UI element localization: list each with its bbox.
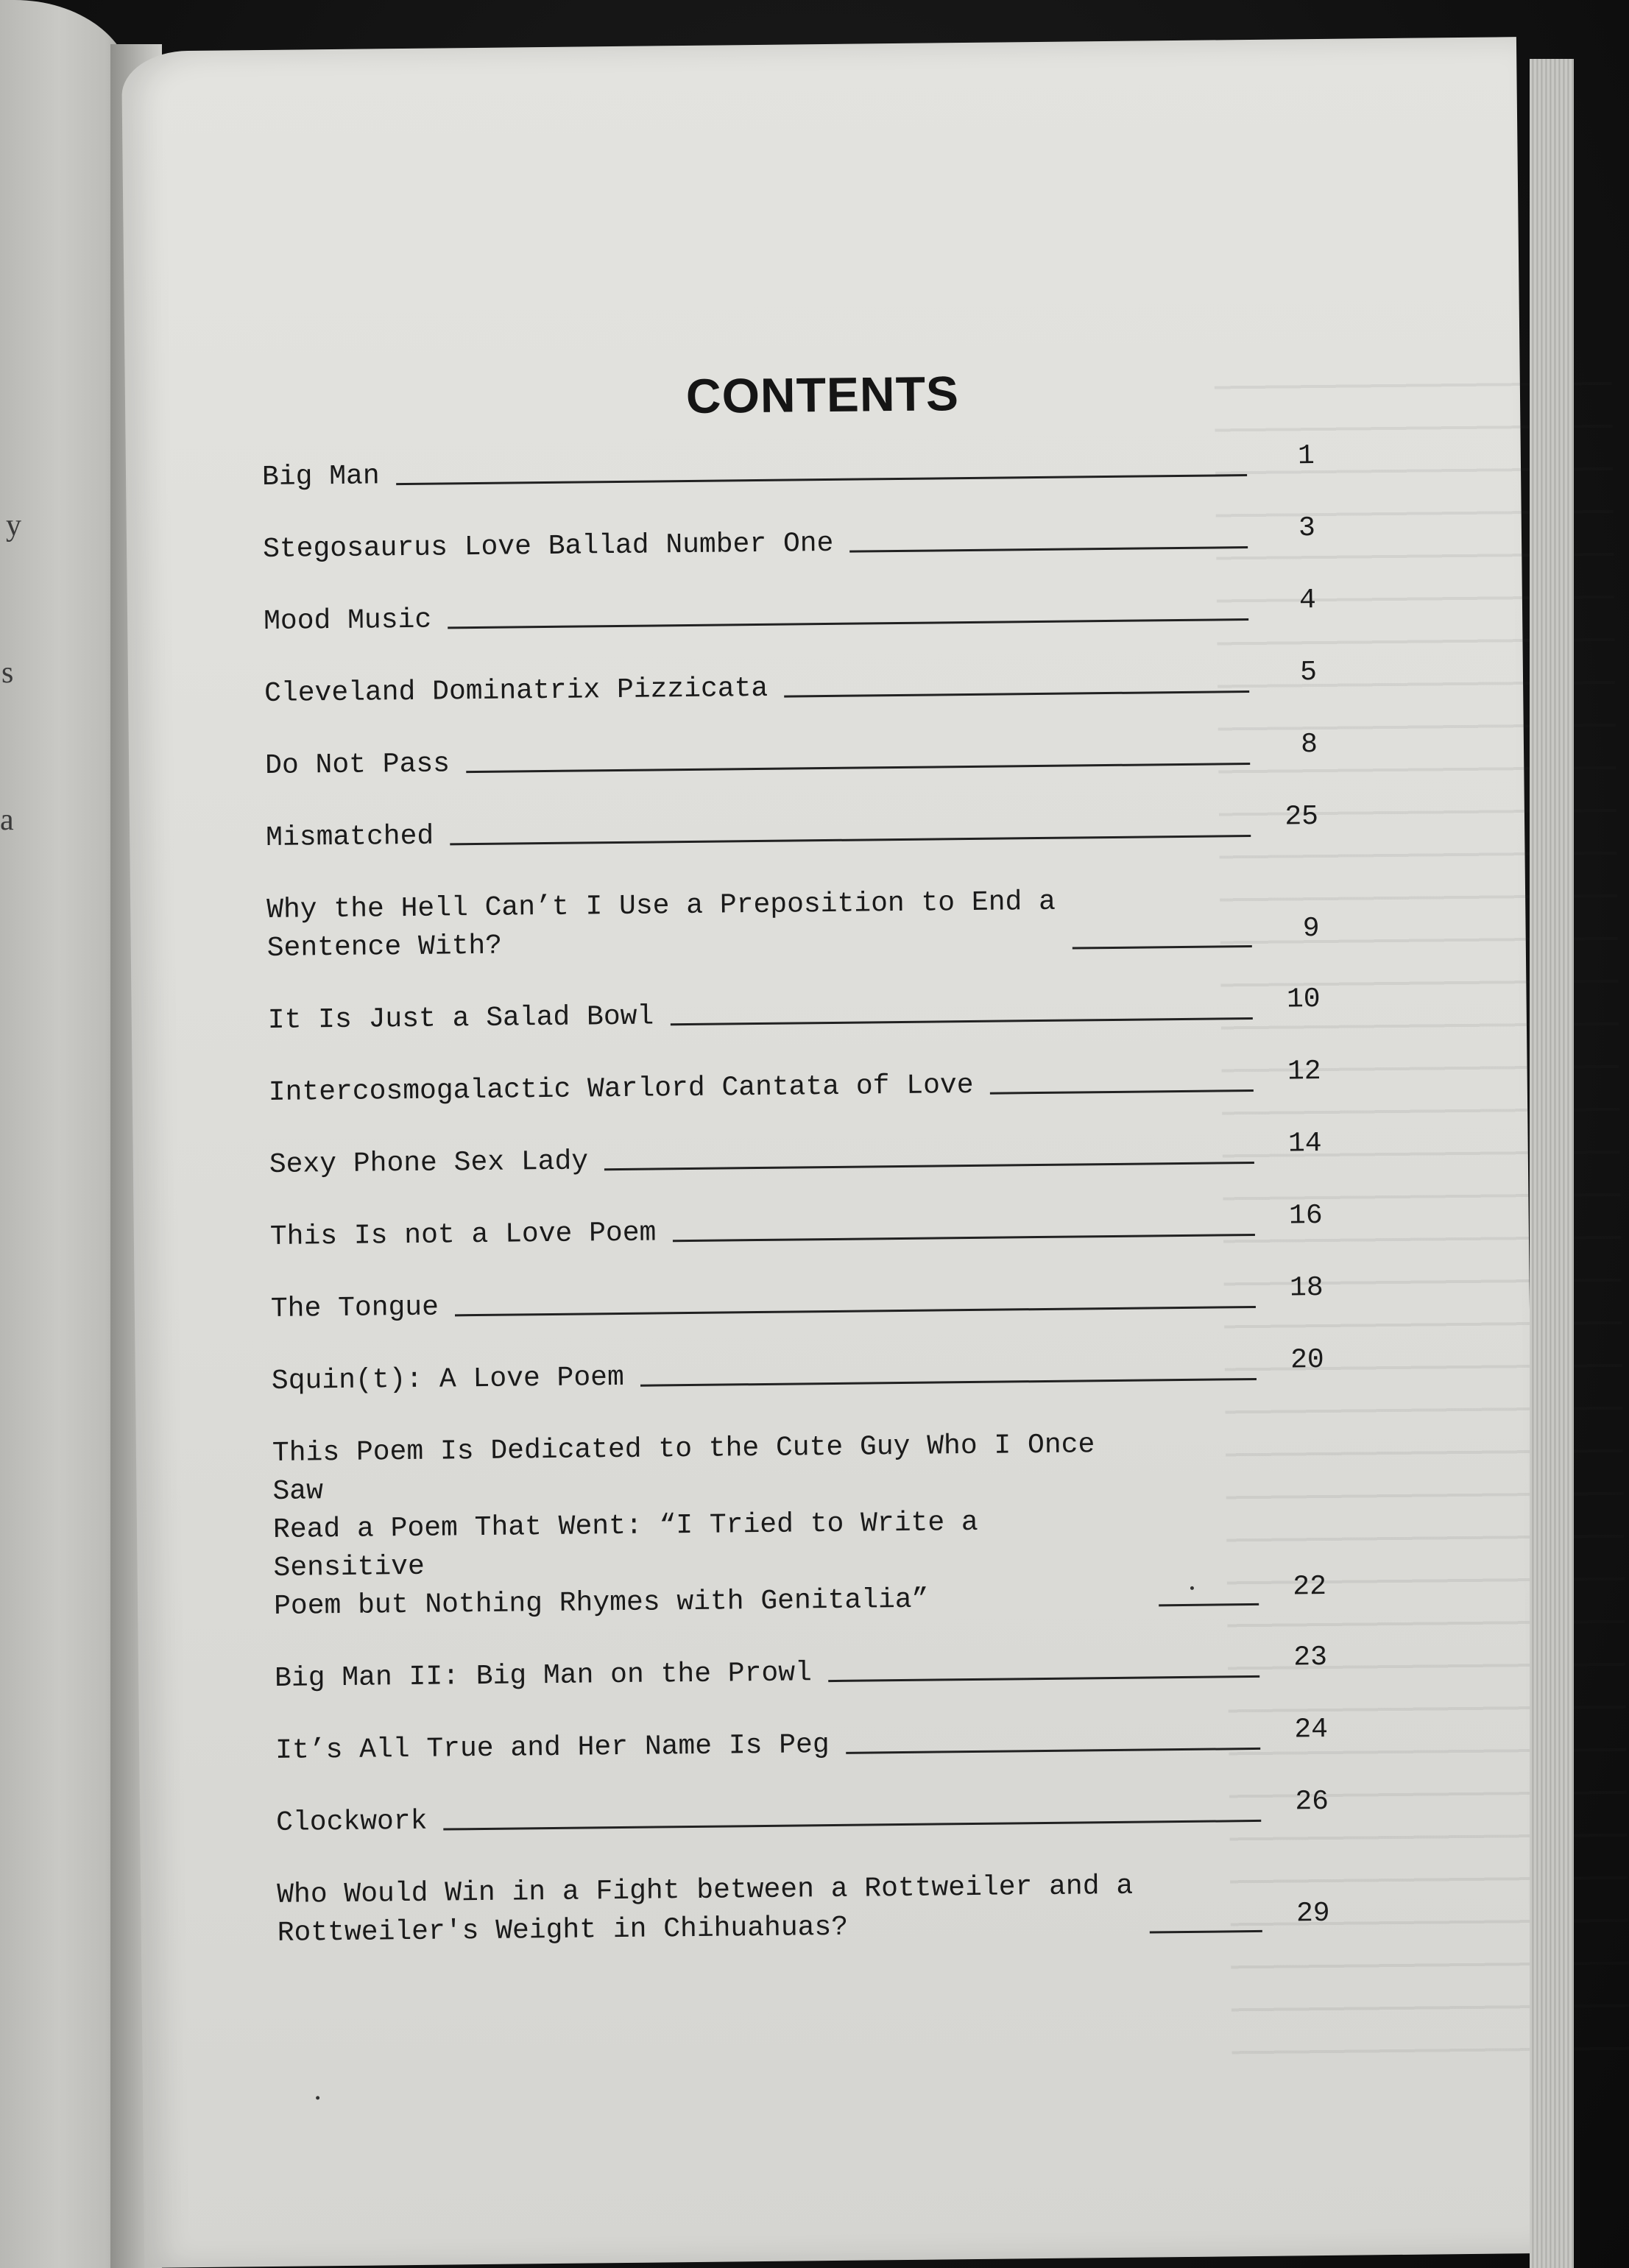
toc-page-number: 22	[1293, 1570, 1327, 1603]
toc-page-number: 16	[1288, 1200, 1323, 1232]
toc-leader-line	[640, 1378, 1257, 1387]
toc-page-number: 24	[1294, 1713, 1329, 1746]
toc-leader-line	[450, 835, 1251, 845]
toc-entry	[262, 512, 1316, 569]
toc-leader-line	[672, 1234, 1254, 1242]
toc-leader-line	[670, 1017, 1252, 1025]
contents-page	[121, 37, 1539, 2268]
toc-leader-line	[849, 546, 1248, 553]
toc-page-number: 20	[1290, 1343, 1324, 1377]
table-of-contents	[261, 440, 1330, 1953]
paper-speck	[1190, 1586, 1194, 1590]
toc-page-number: 4	[1298, 584, 1317, 617]
toc-leader-line	[990, 1089, 1254, 1095]
toc-page-number: 10	[1286, 983, 1321, 1016]
toc-leader-line	[828, 1675, 1259, 1682]
toc-entry	[264, 729, 1318, 785]
toc-leader-line	[448, 618, 1248, 629]
toc-entry	[267, 983, 1321, 1040]
toc-entry	[266, 880, 1320, 968]
toc-page-number: 9	[1302, 913, 1320, 945]
toc-entry	[264, 657, 1318, 713]
toc-entry-title: It’s All True and Her Name Is Peg	[275, 1729, 830, 1767]
toc-entry-title: Why the Hell Can’t I Use a Preposition to End a Sentence With?	[266, 886, 1056, 964]
toc-page-number: 1	[1297, 440, 1315, 473]
toc-entry	[272, 1424, 1327, 1626]
toc-entry	[269, 1128, 1322, 1184]
toc-entry-title: Intercosmogalactic Warlord Cantata of Love	[268, 1069, 974, 1109]
toc-entry	[275, 1785, 1329, 1843]
toc-entry	[271, 1343, 1324, 1401]
previous-page-text-fragment: s	[1, 656, 14, 690]
toc-entry-title: Clockwork	[275, 1805, 428, 1839]
toc-entry	[265, 801, 1319, 858]
toc-entry-title: Sexy Phone Sex Lady	[269, 1145, 589, 1181]
toc-leader-line	[846, 1748, 1260, 1754]
toc-page-number: 23	[1293, 1641, 1328, 1674]
contents-heading: CONTENTS	[685, 366, 960, 423]
toc-leader-line	[455, 1306, 1256, 1316]
toc-entry-title: Mismatched	[265, 820, 434, 855]
toc-leader-line	[466, 763, 1250, 773]
toc-entry-title: Big Man II: Big Man on the Prowl	[274, 1657, 813, 1695]
toc-entry-title: Stegosaurus Love Ballad Number One	[262, 527, 834, 566]
toc-leader-line	[784, 690, 1249, 698]
toc-page-number: 29	[1296, 1897, 1330, 1930]
toc-entry-title: Big Man	[261, 460, 380, 494]
toc-page-number: 18	[1289, 1271, 1324, 1304]
page-stack-edge	[1530, 59, 1574, 2268]
toc-entry	[277, 1865, 1330, 1953]
toc-entry-title: Mood Music	[263, 604, 432, 638]
previous-page-text-fragment: a	[0, 803, 14, 837]
toc-entry-title: Who Would Win in a Fight between a Rottweiler and a Rottweiler's Weight in Chihuahuas?	[277, 1870, 1134, 1949]
toc-page-number: 26	[1295, 1785, 1329, 1818]
toc-leader-line	[1150, 1930, 1262, 1934]
toc-entry	[275, 1713, 1329, 1770]
toc-entry	[269, 1200, 1323, 1257]
toc-page-number: 3	[1298, 512, 1316, 545]
toc-entry	[263, 584, 1317, 641]
toc-entry	[268, 1056, 1321, 1112]
toc-page-number: 12	[1287, 1056, 1321, 1088]
toc-entry-title: It Is Just a Salad Bowl	[267, 1000, 654, 1036]
toc-entry-title: This Poem Is Dedicated to the Cute Guy Who I Once Saw Read a Poem That Went: “I Tried to Write a Sensitive Poem but Nothing Rhymes with Genitalia”	[272, 1429, 1095, 1622]
previous-page-text-fragment: y	[6, 509, 21, 543]
toc-page-number: 5	[1299, 657, 1318, 689]
toc-page-number: 8	[1300, 729, 1318, 761]
toc-page-number: 14	[1287, 1128, 1322, 1160]
toc-page-number: 25	[1285, 801, 1319, 833]
toc-entry	[261, 440, 1315, 497]
toc-entry-title: Cleveland Dominatrix Pizzicata	[264, 672, 768, 710]
toc-leader-line	[396, 474, 1247, 485]
toc-entry	[270, 1271, 1324, 1329]
toc-leader-line	[1073, 945, 1252, 950]
toc-entry-title: The Tongue	[270, 1291, 439, 1325]
toc-entry	[274, 1641, 1328, 1698]
paper-speck	[316, 2096, 319, 2099]
toc-entry-title: Squin(t): A Love Poem	[271, 1361, 625, 1397]
toc-entry-title: Do Not Pass	[264, 748, 450, 783]
toc-entry-title: This Is not a Love Poem	[269, 1217, 657, 1253]
toc-leader-line	[444, 1820, 1262, 1831]
toc-leader-line	[1159, 1603, 1259, 1606]
toc-leader-line	[604, 1162, 1254, 1170]
